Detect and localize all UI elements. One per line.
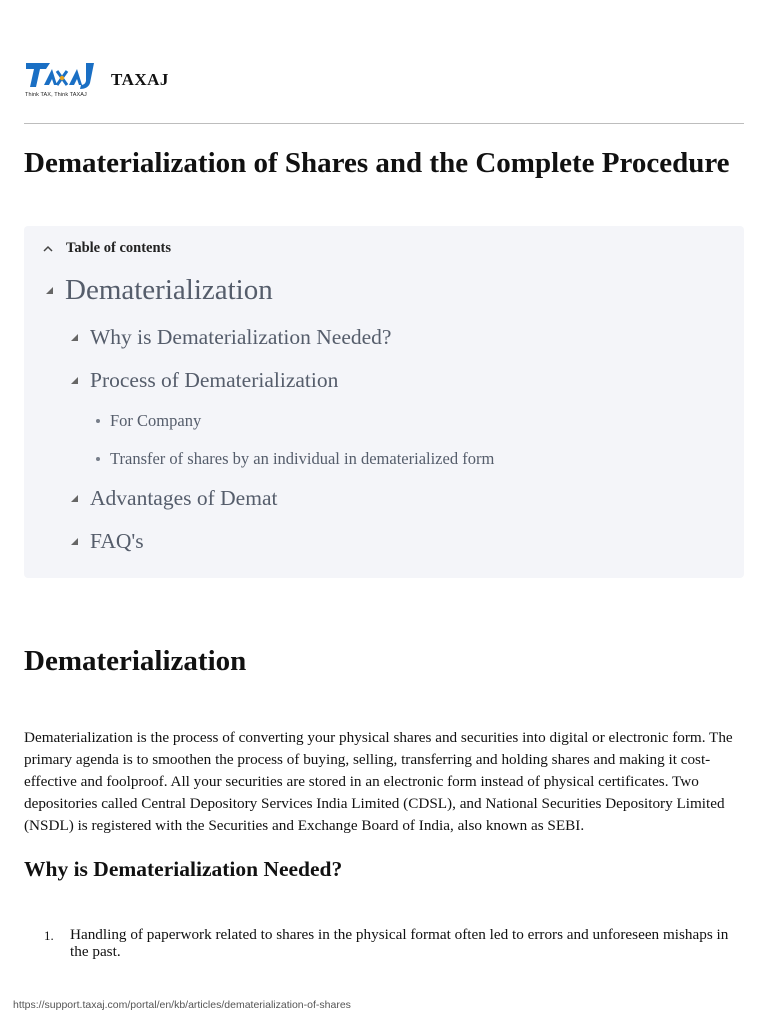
toc-item-faqs[interactable] (71, 529, 144, 554)
toc-item-label: For Company (110, 411, 202, 430)
toc-item-label: Dematerialization (65, 274, 273, 306)
triangle-icon (71, 377, 78, 384)
triangle-icon (71, 495, 78, 502)
header-divider (24, 123, 744, 124)
triangle-icon (71, 538, 78, 545)
taxaj-logo[interactable] (24, 59, 102, 101)
toc-item-label: Transfer of shares by an individual in dematerialized form (110, 449, 495, 468)
toc-item-process[interactable] (71, 368, 338, 393)
brand-name[interactable]: TAXAJ (111, 70, 169, 89)
section-paragraph: Dematerialization is the process of converting your physical shares and securities into digital or electronic form. The primary agenda is to smoothen the process of buying, selling, transferring and holding shares and making it cost-effective and foolproof. All your securities are stored in an electronic form instead of physical certificates. Two depositories called Central Depository Services India Limited (CDSL), and National Securities Depository Limited (NSDL) is registered with the Securities and Exchange Board of India, also known as SEBI. (24, 729, 733, 834)
toc-item-transfer-of-shares[interactable] (96, 449, 494, 469)
bullet-icon (96, 419, 100, 423)
footer-url: https://support.taxaj.com/portal/en/kb/articles/dematerialization-of-shares (13, 999, 351, 1011)
toc-item-advantages[interactable] (71, 486, 277, 511)
list-text: Handling of paperwork related to shares in the physical format often led to errors and unforeseen mishaps in the past. (70, 926, 729, 960)
section-heading-dematerialization: Dematerialization (24, 645, 247, 677)
subheading-why-needed: Why is Dematerialization Needed? (24, 857, 343, 881)
chevron-up-icon (42, 243, 54, 255)
toc-item-label: Advantages of Demat (90, 486, 278, 510)
toc-title: Table of contents (66, 240, 171, 256)
logo-tagline: Think TAX, Think TAXAJ (25, 92, 87, 98)
toc-item-why-needed[interactable] (71, 325, 391, 350)
list-number: 1. (44, 928, 54, 943)
page-title: Dematerialization of Shares and the Complete Procedure (24, 147, 730, 179)
bullet-icon (96, 457, 100, 461)
toc-toggle[interactable] (42, 240, 171, 257)
toc-item-label: FAQ's (90, 529, 144, 553)
site-header (24, 58, 744, 102)
logo-mark-icon (24, 59, 102, 91)
list-item (24, 927, 746, 960)
toc-item-label: Why is Dematerialization Needed? (90, 325, 392, 349)
table-of-contents (24, 226, 744, 578)
toc-item-for-company[interactable] (96, 411, 201, 431)
triangle-icon (71, 334, 78, 341)
toc-item-label: Process of Dematerialization (90, 368, 339, 392)
triangle-icon (46, 287, 53, 294)
toc-item-dematerialization[interactable] (46, 274, 273, 307)
